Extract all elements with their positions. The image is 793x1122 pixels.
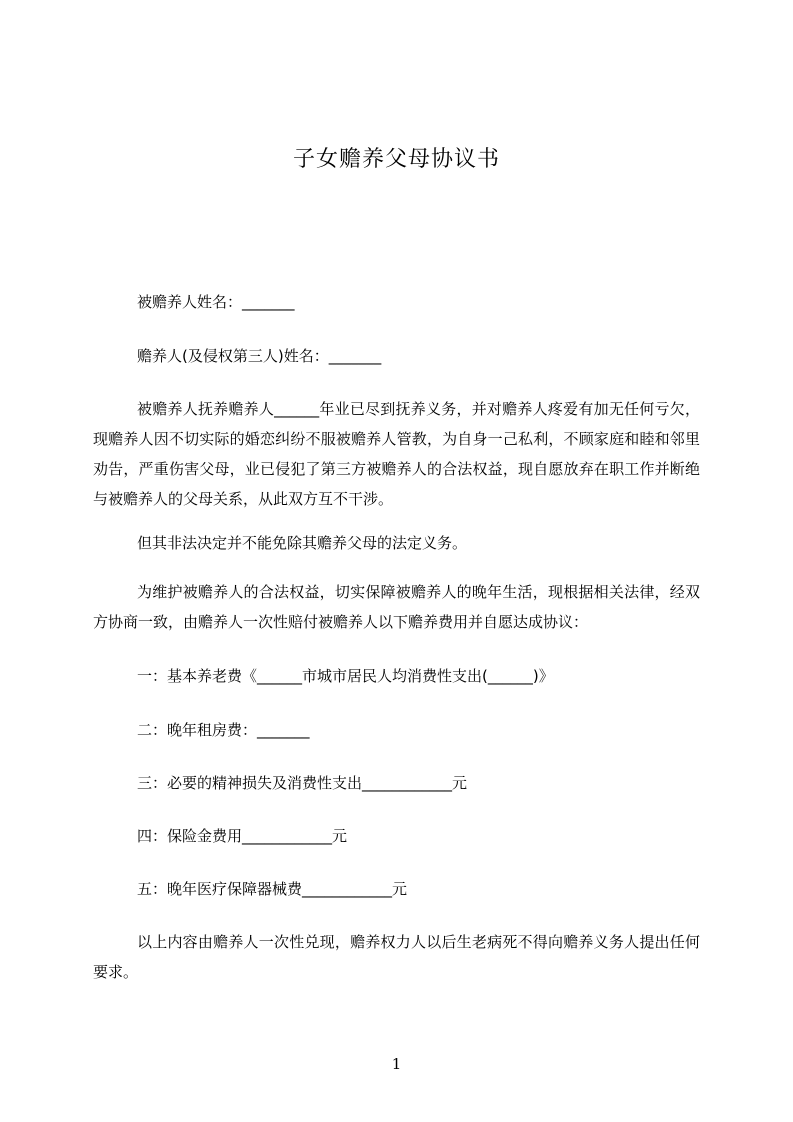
page-number: 1 — [391, 1055, 402, 1073]
item-medical-equipment: 五：晚年医疗保障器械费____________元 — [137, 880, 408, 898]
duty-paragraph: 但其非法决定并不能免除其赡养父母的法定义务。 — [137, 534, 468, 552]
item-rent: 二：晚年租房费：_______ — [137, 721, 310, 739]
item-basic-pension: 一：基本养老费《______市城市居民人均消费性支出(______)》 — [137, 667, 554, 685]
supporter-name-field: 赡养人(及侵权第三人)姓名：_______ — [137, 347, 382, 365]
statement-paragraph: 被赡养人抚养赡养人______年业已尽到抚养义务，并对赡养人疼爱有加无任何亏欠，现赡养人因不切实际的婚恋纠纷不服被赡养人管教，为自身一己私利，不顾家庭和睦和邻里劝告，严重伤害父母，业已侵犯了第三方被赡养人的合法权益，现自愿放弃在职工作并断绝与被赡养人的父母关系，从此双方互不干涉。 — [93, 400, 700, 508]
document-title: 子女赡养父母协议书 — [292, 147, 500, 172]
supported-name-field: 被赡养人姓名：_______ — [137, 293, 295, 311]
item-mental-damages: 三：必要的精神损失及消费性支出____________元 — [137, 774, 468, 792]
agreement-intro-paragraph: 为维护被赡养人的合法权益，切实保障被赡养人的晚年生活，现根据相关法律，经双方协商一致，由赡养人一次性赔付被赡养人以下赡养费用并自愿达成协议： — [93, 583, 700, 631]
conclusion-paragraph: 以上内容由赡养人一次性兑现，赡养权力人以后生老病死不得向赡养义务人提出任何要求。 — [93, 933, 700, 981]
item-insurance: 四：保险金费用____________元 — [137, 827, 348, 845]
